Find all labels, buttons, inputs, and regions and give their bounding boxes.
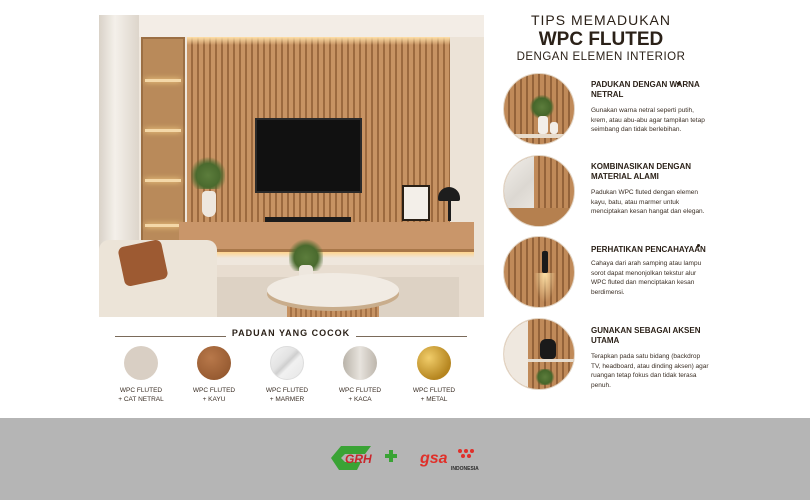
swatch-kaca bbox=[343, 346, 377, 380]
swatch-cat-netral bbox=[124, 346, 158, 380]
grh-logo bbox=[331, 444, 403, 472]
tip-title-pencahayaan: PERHATIKAN PENCAHAYAAN bbox=[591, 245, 706, 254]
gsa-logo-subtext: INDONESIA bbox=[451, 466, 479, 472]
curtain bbox=[99, 15, 139, 265]
vase bbox=[202, 191, 216, 217]
ceiling bbox=[99, 15, 484, 37]
swatch-label-kayu: WPC FLUTED + KAYU bbox=[192, 387, 236, 403]
television bbox=[255, 118, 362, 193]
picture-frame bbox=[402, 185, 430, 221]
gsa-logo bbox=[420, 446, 482, 472]
grh-logo-text: GRH bbox=[345, 452, 372, 466]
tip-image-warna-netral bbox=[503, 73, 575, 145]
swatch-marmer bbox=[270, 346, 304, 380]
tip-desc-pencahayaan: Cahaya dari arah samping atau lampu sorot dapat menonjolkan tekstur alur WPC fluted dan menciptakan kesan berdimensi. bbox=[591, 260, 702, 296]
tv-console bbox=[179, 222, 474, 252]
console-light-glow bbox=[179, 252, 474, 258]
swatch-label-cat-netral: WPC FLUTED + CAT NETRAL bbox=[118, 387, 164, 403]
tip-title-warna-netral: PADUKAN DENGAN WARNA NETRAL bbox=[591, 80, 700, 99]
tip-desc-aksen-utama: Terapkan pada satu bidang (backdrop TV, headboard, atau dinding aksen) agar ruangan tetap fokus dan tidak terasa penuh. bbox=[591, 353, 709, 389]
soundbar bbox=[265, 217, 351, 222]
tip-title-material-alami: KOMBINASIKAN DENGAN MATERIAL ALAMI bbox=[591, 162, 691, 181]
coffee-table bbox=[267, 273, 399, 307]
tip-title-aksen-utama: GUNAKAN SEBAGAI AKSEN UTAMA bbox=[591, 326, 701, 345]
lamp-stem bbox=[448, 201, 451, 221]
swatch-label-kaca: WPC FLUTED + KACA bbox=[338, 387, 382, 403]
plant-icon bbox=[191, 155, 225, 189]
swatch-kayu bbox=[197, 346, 231, 380]
ceiling-light-glow bbox=[187, 37, 450, 45]
paduan-title: PADUAN YANG COCOK bbox=[226, 328, 356, 338]
infographic-poster bbox=[97, 0, 715, 418]
title-line-2: WPC FLUTED bbox=[538, 29, 664, 50]
tip-desc-warna-netral: Gunakan warna netral seperti putih, krem, atau abu-abu agar tampilan tetap seimbang dan tidak berlebihan. bbox=[591, 107, 705, 133]
living-room-photo bbox=[99, 15, 484, 317]
swatch-label-metal: WPC FLUTED + METAL bbox=[412, 387, 456, 403]
tip-desc-material-alami: Padukan WPC fluted dengan elemen kayu, batu, atau marmer untuk menciptakan kesan hangat dan elegan. bbox=[591, 189, 705, 215]
tip-image-aksen-utama bbox=[503, 318, 575, 390]
paduan-header bbox=[115, 328, 467, 344]
swatch-metal bbox=[417, 346, 451, 380]
title-line-1: TIPS MEMADUKAN bbox=[530, 12, 671, 28]
gsa-logo-text: gsa bbox=[420, 450, 448, 467]
footer-bar bbox=[0, 418, 810, 500]
tip-image-material-alami bbox=[503, 155, 575, 227]
title-line-3: DENGAN ELEMEN INTERIOR bbox=[516, 51, 686, 63]
swatch-label-marmer: WPC FLUTED + MARMER bbox=[265, 387, 309, 403]
tip-image-pencahayaan bbox=[503, 236, 575, 308]
